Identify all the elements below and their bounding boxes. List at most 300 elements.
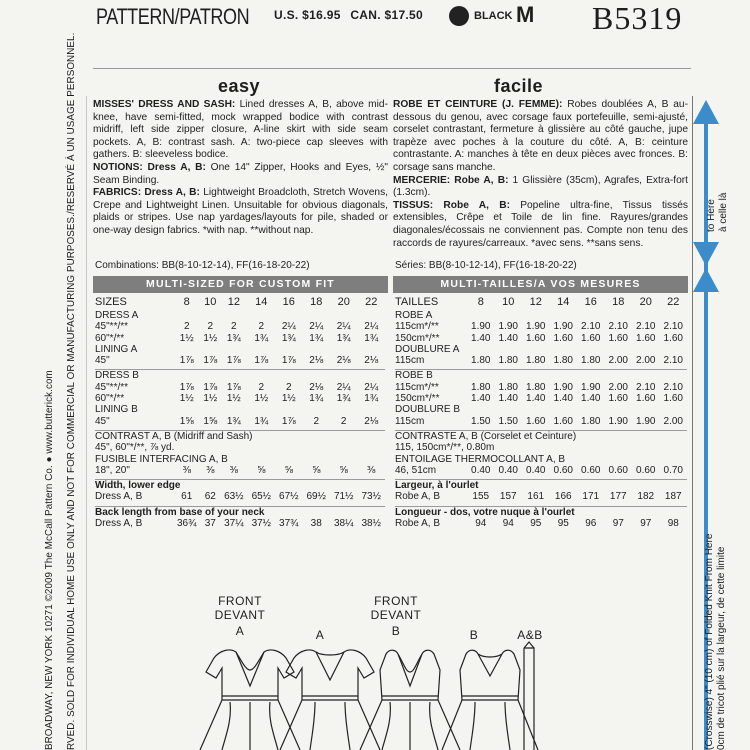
sizes-label: SIZES <box>95 296 127 308</box>
table-row <box>395 370 687 382</box>
table-row <box>395 480 687 492</box>
table-cell: 37¼ <box>224 518 244 530</box>
table-cell: 161 <box>527 491 545 503</box>
table-cell: 1.40 <box>498 332 518 344</box>
size-header-cell: 8 <box>183 296 190 308</box>
sizes-label: TAILLES <box>395 296 439 308</box>
english-fabrics-paragraph <box>93 187 388 237</box>
table-cell: 38¼ <box>333 518 354 530</box>
table-row <box>95 454 385 465</box>
table-row <box>95 430 385 442</box>
table-cell: 1.80 <box>498 355 518 367</box>
row-label: 115cm*/** <box>395 321 439 333</box>
size-header-cell: 12 <box>529 296 542 308</box>
table-cell: 1.60 <box>608 332 628 344</box>
row-label: 150cm*/** <box>395 393 440 405</box>
size-header-cell: 18 <box>310 296 323 308</box>
figure-label-back-b: B <box>469 628 479 642</box>
table-row <box>95 416 385 427</box>
row-label: 115cm*/** <box>395 381 439 393</box>
size-header-cell: 20 <box>639 296 652 308</box>
table-cell: 97 <box>612 518 624 530</box>
table-cell: 2.10 <box>663 381 683 393</box>
table-cell: 0.60 <box>581 464 601 476</box>
table-cell: 94 <box>502 518 514 530</box>
table-cell: 1.90 <box>498 321 518 333</box>
table-cell: 2.10 <box>608 321 628 333</box>
table-cell: 2 <box>285 381 292 393</box>
table-cell: 0.40 <box>471 464 491 476</box>
size-header-cell: 22 <box>365 296 378 308</box>
header-divider <box>93 68 691 69</box>
english-style-head: MISSES' DRESS AND SASH: <box>93 99 236 110</box>
table-cell: 1⅞ <box>281 415 296 427</box>
table-row <box>95 491 385 502</box>
table-cell: 1⅞ <box>254 355 269 367</box>
row-label: 60"*/** <box>95 393 125 405</box>
table-cell: 2.00 <box>608 355 628 367</box>
table-cell: 67½ <box>279 491 299 503</box>
table-cell: 1⅞ <box>203 355 218 367</box>
table-cell: 95 <box>557 518 569 530</box>
table-cell: 171 <box>582 491 600 503</box>
sizes-header-row <box>395 295 687 310</box>
table-cell: 0.60 <box>553 464 573 476</box>
price-row <box>274 8 429 22</box>
table-cell: ⅝ <box>312 464 321 476</box>
table-cell: 166 <box>554 491 572 503</box>
dress-back-a-drawing <box>280 650 380 750</box>
table-cell: 1.60 <box>526 415 546 427</box>
table-row <box>395 518 687 529</box>
french-fabrics-paragraph <box>393 200 688 250</box>
table-cell: 1½ <box>226 393 241 405</box>
table-cell: 1⅞ <box>179 355 194 367</box>
table-cell: 1½ <box>281 393 296 405</box>
figure-label-back-a: A <box>315 628 325 642</box>
size-header-cell: 8 <box>477 296 484 308</box>
table-cell: ⅜ <box>206 464 215 476</box>
english-style-body: Lined dresses A, B, above mid-knee, have semi-fitted, mock wrapped bodice with contrast midriff, left side zipper closure, A-line skirt with side seam pockets. A, B: contrast sash. A: two-piece cap sleeves with gathers. B: sleeveless bodice. <box>93 99 388 161</box>
size-header-cell: 10 <box>502 296 515 308</box>
price-can: CAN. $17.50 <box>350 8 423 22</box>
table-cell: 95 <box>530 518 542 530</box>
table-cell: 1.80 <box>526 381 546 393</box>
table-cell: 1.50 <box>498 415 518 427</box>
table-row <box>95 370 385 382</box>
table-cell: 2 <box>183 321 190 333</box>
row-label: 45" <box>95 415 110 427</box>
table-cell: 1¾ <box>336 332 351 344</box>
french-description <box>393 99 688 250</box>
table-cell: 1⅞ <box>281 355 296 367</box>
table-cell: 1⅞ <box>203 381 218 393</box>
table-cell: 2¼ <box>309 321 324 333</box>
table-cell: 2 <box>231 321 237 333</box>
table-cell: 1.40 <box>498 393 518 405</box>
table-row <box>95 382 385 393</box>
table-cell: 1.60 <box>608 393 628 405</box>
table-cell: 2 <box>258 321 265 333</box>
table-cell: 61 <box>181 491 193 503</box>
size-header-cell: 14 <box>255 296 268 308</box>
table-cell: 65½ <box>251 491 272 503</box>
row-label: FUSIBLE INTERFACING A, B <box>95 453 228 465</box>
row-label: 46, 51cm <box>395 464 437 476</box>
table-cell: 2¼ <box>336 321 351 333</box>
table-cell: 1.90 <box>471 321 491 333</box>
table-cell: 1.60 <box>663 393 683 405</box>
english-notions-body: One 14" Zipper, Hooks and Eyes, ½" Seam Binding. <box>93 161 388 186</box>
row-label: 18", 20" <box>95 464 130 476</box>
table-cell: 0.60 <box>608 464 628 476</box>
table-row <box>395 442 687 453</box>
table-cell: 94 <box>475 518 487 530</box>
table-cell: 63½ <box>224 491 244 503</box>
english-notions-head: NOTIONS: Dress A, B: <box>93 161 206 173</box>
figure-label-line2: DEVANT <box>214 608 266 622</box>
table-cell: 1½ <box>254 393 269 405</box>
side-divider <box>86 96 87 750</box>
sidebar-legal-text: RVED. SOLD FOR INDIVIDUAL HOME USE ONLY AND NOT FOR COMMERCIAL OR MANUFACTURING PURPOSES./RESERVÉ À UN USAGE PERSONNEL. <box>66 32 77 750</box>
row-label: 115, 150cm*/**, 0.80m <box>395 442 495 454</box>
row-label: 45"**/** <box>95 321 129 333</box>
table-cell: 62 <box>204 491 216 503</box>
figure-label-line1: FRONT <box>374 594 418 608</box>
table-cell: 1¾ <box>226 332 241 344</box>
table-cell: 1.80 <box>471 381 491 393</box>
table-cell: 2⅛ <box>364 355 379 367</box>
french-fabrics-body: Popeline ultra-fine, Tissus tissés extensibles, Crêpe et Toile de lin fine. Rayures/grandes diagonales/écossais ne conviennent pas. Compte non tenu des raccords de rayures/carreaux. *avec sens. **sans sens. <box>393 199 688 249</box>
table-cell: 1⅝ <box>203 415 218 427</box>
french-style-body: Robes doublées A, B au-dessous du genou, avec corsage faux portefeuille, semi-ajusté, corselet contrastant, fermeture à glissière au côté gauche, jupe trapèze avec poches à la couture du côté. A, B: ceinture contrastante. A: manches à tête en deux pièces avec fronces. B: corsage sans manche. <box>393 99 688 173</box>
table-cell: 1½ <box>203 332 218 344</box>
row-label: 45"**/** <box>95 381 129 393</box>
row-label: CONTRAST A, B (Midriff and Sash) <box>95 430 253 442</box>
table-cell: 1.80 <box>581 415 601 427</box>
color-swatch <box>449 6 469 26</box>
table-cell: ⅝ <box>257 464 266 476</box>
table-cell: 2⅛ <box>364 415 379 427</box>
table-cell: 98 <box>667 518 679 530</box>
table-cell: 37¾ <box>279 518 299 530</box>
row-label: DOUBLURE B <box>395 404 461 416</box>
table-cell: 1.90 <box>636 415 656 427</box>
table-row <box>395 344 687 355</box>
table-row <box>95 480 385 492</box>
sizes-header-row <box>95 295 385 310</box>
table-cell: 38 <box>310 518 322 530</box>
table-cell: 1¾ <box>364 393 379 405</box>
table-cell: 1.60 <box>553 332 573 344</box>
table-cell: 38½ <box>361 518 381 530</box>
table-cell: 2⅛ <box>309 355 324 367</box>
table-cell: 0.70 <box>663 464 683 476</box>
row-label: 60"*/** <box>95 332 125 344</box>
table-row <box>95 333 385 344</box>
table-cell: 1.60 <box>636 332 656 344</box>
table-cell: 2.10 <box>663 355 683 367</box>
table-cell: 2⅛ <box>336 355 351 367</box>
row-label: Back length from base of your neck <box>95 506 265 518</box>
dress-illustrations <box>190 640 690 750</box>
sidebar-address: BROADWAY, NEW YORK 10271 ©2009 The McCall Pattern Co. ● www.butterick.com <box>44 370 55 750</box>
english-header-bar: MULTI-SIZED FOR CUSTOM FIT <box>93 276 388 293</box>
size-header-cell: 20 <box>337 296 350 308</box>
arrow-down-top-icon <box>693 242 719 266</box>
table-cell: 1.40 <box>471 393 491 405</box>
table-cell: ⅜ <box>367 464 376 476</box>
table-row <box>95 442 385 453</box>
table-cell: 157 <box>499 491 517 503</box>
row-label: DRESS B <box>95 370 139 382</box>
table-row <box>95 518 385 529</box>
row-label: Width, lower edge <box>95 480 181 492</box>
table-row <box>395 416 687 427</box>
table-row <box>395 333 687 344</box>
row-label: 45" <box>95 355 110 367</box>
table-row <box>395 404 687 415</box>
table-cell: 0.60 <box>636 464 656 476</box>
english-description <box>93 99 388 238</box>
table-cell: 2 <box>340 415 347 427</box>
table-row <box>395 310 687 321</box>
table-cell: 1¾ <box>309 332 324 344</box>
french-notions-paragraph <box>393 175 688 200</box>
english-fabrics-body: Lightweight Broadcloth, Stretch Wovens, Crepe and Lightweight Linen. Unsuitable for obvious diagonals, plaids or stripes. Use nap yardages/layouts for pile, shaded or one-way design fabrics. *with nap. **without nap. <box>93 187 388 236</box>
table-cell: 37½ <box>251 518 272 530</box>
table-row <box>395 491 687 502</box>
pattern-number: B5319 <box>592 0 683 36</box>
sidebar <box>62 32 84 750</box>
to-here-label: to Here <box>706 199 717 232</box>
table-row <box>95 344 385 355</box>
table-cell: 1¾ <box>336 393 351 405</box>
table-cell: 1.90 <box>526 321 546 333</box>
table-row <box>395 430 687 442</box>
size-header-cell: 12 <box>227 296 240 308</box>
yardage-table-english <box>95 295 385 529</box>
figure-label-sash: A&B <box>517 628 543 642</box>
table-row <box>95 404 385 415</box>
table-cell: 1.90 <box>608 415 628 427</box>
table-row <box>395 393 687 404</box>
table-cell: 1.50 <box>471 415 491 427</box>
french-style-head: ROBE ET CEINTURE (J. FEMME): <box>393 99 563 110</box>
table-cell: 1¾ <box>309 393 324 405</box>
table-cell: 97 <box>640 518 652 530</box>
arrow-up-bottom-icon <box>693 268 719 292</box>
table-cell: 1.80 <box>553 355 573 367</box>
french-fabrics-head: TISSUS: Robe A, B: <box>393 199 510 211</box>
row-label: ROBE A <box>395 310 433 321</box>
row-label: 150cm*/** <box>395 332 440 344</box>
table-cell: 1.80 <box>471 355 491 367</box>
row-label: Largeur, à l'ourlet <box>395 480 479 492</box>
yardage-table-french <box>395 295 687 529</box>
figure-label-line1: FRONT <box>218 594 262 608</box>
row-label: Dress A, B <box>95 491 143 503</box>
table-cell: 1.90 <box>581 381 601 393</box>
table-cell: ⅝ <box>284 464 293 476</box>
french-style-paragraph <box>393 99 688 175</box>
table-cell: 1.60 <box>526 332 546 344</box>
french-header-bar: MULTI-TAILLES/A VOS MESURES <box>393 276 688 293</box>
table-cell: 187 <box>664 491 682 503</box>
table-cell: 37 <box>204 518 216 530</box>
size-header-cell: 14 <box>557 296 570 308</box>
table-cell: 2 <box>258 381 265 393</box>
title-facile: facile <box>494 76 544 96</box>
price-us: U.S. $16.95 <box>274 8 341 22</box>
row-label: Robe A, B <box>395 518 441 530</box>
table-cell: 1.60 <box>553 415 573 427</box>
table-cell: 1.60 <box>581 332 601 344</box>
table-cell: 1.40 <box>553 393 573 405</box>
row-label: DOUBLURE A <box>395 343 460 355</box>
table-cell: 1¾ <box>254 332 269 344</box>
row-label: 115cm <box>395 415 425 427</box>
table-cell: 2 <box>207 321 214 333</box>
table-cell: 1.90 <box>553 321 573 333</box>
row-label: 115cm <box>395 355 425 367</box>
size-header-cell: 16 <box>584 296 597 308</box>
french-notions-head: MERCERIE: Robe A, B: <box>393 174 509 186</box>
english-combinations: Combinations: BB(8-10-12-14), FF(16-18-20-22) <box>95 260 310 271</box>
fold-instruction-en: (Crosswise) 4" (10 cm) of Folded Knit From Here <box>704 533 715 750</box>
row-label: Longueur - dos, votre nuque à l'ourlet <box>395 506 575 518</box>
table-cell: 2¼ <box>336 381 351 393</box>
table-cell: ⅜ <box>182 464 191 476</box>
figure-label-front-b <box>356 594 436 638</box>
table-row <box>95 310 385 321</box>
sash-drawing <box>524 642 534 750</box>
table-cell: 2.10 <box>636 381 656 393</box>
row-label: ENTOILAGE THERMOCOLLANT A, B <box>395 453 566 465</box>
table-cell: 1½ <box>179 332 194 344</box>
table-cell: 2.10 <box>636 321 656 333</box>
row-label: CONTRASTE A, B (Corselet et Ceinture) <box>395 430 577 442</box>
a-celle-label: à celle là <box>718 192 729 232</box>
figure-label-front-a <box>200 594 280 638</box>
size-header-cell: 18 <box>612 296 625 308</box>
table-cell: 2.10 <box>663 321 683 333</box>
table-row <box>395 506 687 518</box>
table-cell: 2¼ <box>281 321 296 333</box>
table-cell: 2.10 <box>581 321 601 333</box>
table-cell: 2⅛ <box>309 381 324 393</box>
table-cell: 2.00 <box>636 355 656 367</box>
table-row <box>395 321 687 332</box>
table-cell: 1⅞ <box>226 381 241 393</box>
fold-instruction-fr: 0cm de tricot plié sur la largeur, de cette limite <box>716 546 727 750</box>
table-row <box>395 382 687 393</box>
french-combinations: Séries: BB(8-10-12-14), FF(16-18-20-22) <box>395 260 577 271</box>
table-row <box>395 355 687 366</box>
table-cell: 1¾ <box>364 332 379 344</box>
english-notions-paragraph <box>93 162 388 187</box>
title-easy: easy <box>218 76 261 96</box>
size-label: M <box>516 2 535 27</box>
row-label: 45", 60"*/**, ⅞ yd. <box>95 442 175 454</box>
table-cell: 69½ <box>306 491 326 503</box>
size-header-cell: 16 <box>282 296 295 308</box>
row-label: DRESS A <box>95 310 139 321</box>
table-row <box>395 465 687 476</box>
table-cell: 1¾ <box>226 415 241 427</box>
table-cell: 1½ <box>203 393 218 405</box>
table-cell: 177 <box>609 491 627 503</box>
figure-label-line2: DEVANT <box>370 608 422 622</box>
table-cell: 1⅞ <box>179 381 194 393</box>
table-cell: 1¾ <box>281 332 296 344</box>
table-row <box>95 506 385 518</box>
color-label: BLACK <box>474 10 513 22</box>
dress-front-b-drawing <box>360 650 460 750</box>
table-cell: 2.00 <box>663 415 683 427</box>
table-cell: ⅜ <box>229 464 238 476</box>
table-cell: 1.60 <box>663 332 683 344</box>
table-cell: ⅝ <box>339 464 348 476</box>
table-cell: 1¾ <box>254 415 269 427</box>
row-label: LINING B <box>95 404 138 416</box>
table-cell: 1⅞ <box>226 355 241 367</box>
table-cell: 1.80 <box>498 381 518 393</box>
table-cell: 36¾ <box>177 518 197 530</box>
figure-label-line3: B <box>391 624 401 638</box>
english-style-paragraph <box>93 99 388 162</box>
table-cell: 2 <box>313 415 320 427</box>
table-cell: 73½ <box>361 491 381 503</box>
table-row <box>95 465 385 476</box>
size-header-cell: 10 <box>204 296 217 308</box>
table-cell: 1½ <box>179 393 194 405</box>
row-label: Dress A, B <box>95 518 143 530</box>
table-cell: 0.40 <box>498 464 518 476</box>
table-row <box>95 355 385 366</box>
row-label: ROBE B <box>395 370 433 382</box>
size-header-cell: 22 <box>667 296 680 308</box>
english-fabrics-head: FABRICS: Dress A, B: <box>93 187 200 199</box>
figure-label-line3: A <box>235 624 245 638</box>
table-cell: 0.40 <box>526 464 546 476</box>
table-cell: 2¼ <box>364 381 379 393</box>
table-cell: 1.80 <box>581 355 601 367</box>
table-row <box>95 393 385 404</box>
table-cell: 1.80 <box>526 355 546 367</box>
table-row <box>95 321 385 332</box>
dress-front-a-drawing <box>200 650 300 750</box>
french-notions-body: 1 Glissière (35cm), Agrafes, Extra-fort (1.3cm). <box>393 174 688 199</box>
table-cell: 1.40 <box>581 393 601 405</box>
table-cell: 1.60 <box>636 393 656 405</box>
table-cell: 71½ <box>333 491 354 503</box>
pattern-label: PATTERN/PATRON <box>96 4 250 29</box>
table-cell: 1⅝ <box>179 415 194 427</box>
table-cell: 96 <box>585 518 597 530</box>
table-cell: 1.40 <box>471 332 491 344</box>
table-cell: 155 <box>472 491 490 503</box>
table-cell: 182 <box>637 491 655 503</box>
table-cell: 1.90 <box>553 381 573 393</box>
arrow-up-top-icon <box>693 100 719 124</box>
table-row <box>395 454 687 465</box>
row-label: Robe A, B <box>395 491 441 503</box>
table-cell: 2¼ <box>364 321 379 333</box>
row-label: LINING A <box>95 343 138 355</box>
sidebar-address-col <box>40 98 60 750</box>
table-cell: 2.00 <box>608 381 628 393</box>
